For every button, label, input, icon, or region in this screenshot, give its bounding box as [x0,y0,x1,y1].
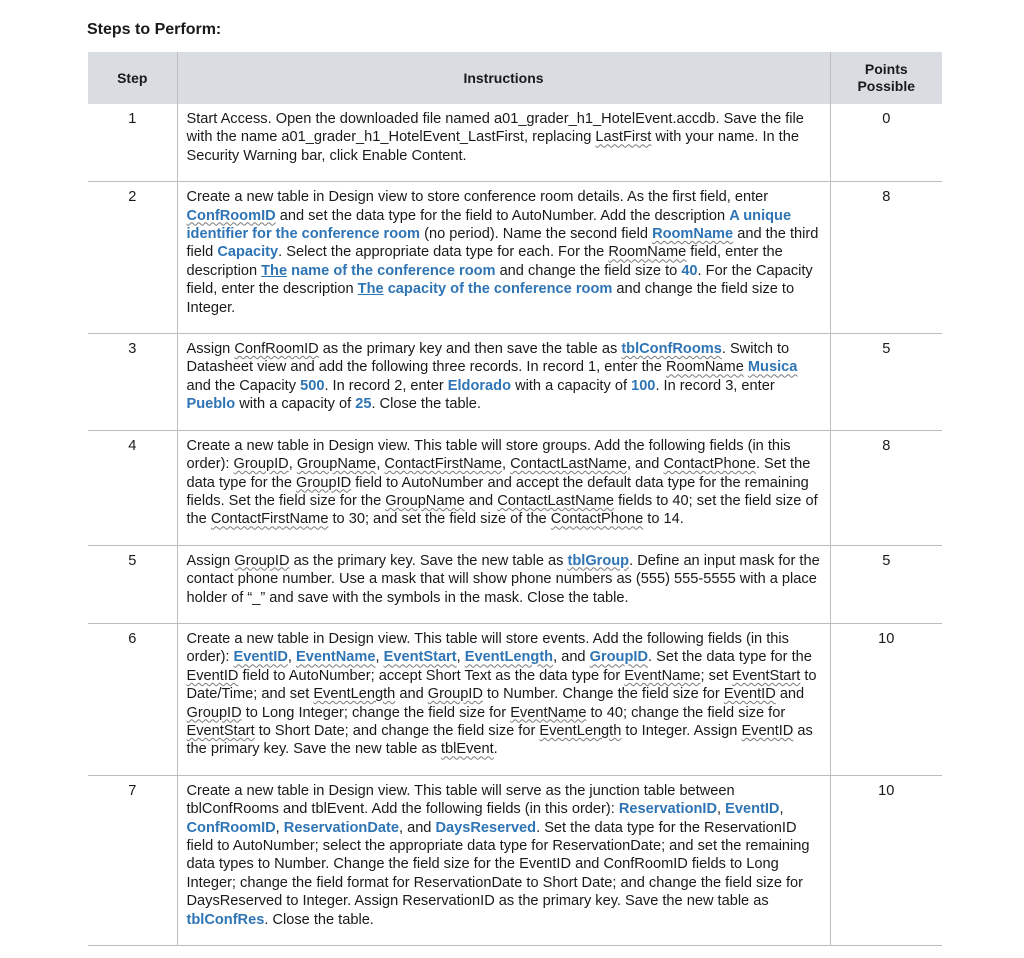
highlighted-term: The [357,281,384,298]
instruction-text: LastFirst [595,129,652,146]
instruction-text: to 14. [643,511,684,528]
instruction-text: EventStart [732,667,801,684]
instruction-text: with a capacity of [235,396,356,413]
table-row [88,775,942,945]
instruction-text: . [493,741,498,758]
header-step: Step [88,52,177,104]
instruction-text: . Set the data type for the [647,649,812,666]
instruction-text: field to AutoNumber and accept the default data type for the remaining fields. Set the field size for the [186,474,809,509]
instruction-text: , [502,456,511,473]
instruction-text: . In record 2, enter [324,377,448,394]
instruction-text: and [775,686,805,703]
instruction-text: . Close the table. [264,911,374,928]
step-number: 2 [88,182,177,334]
step-instructions [177,775,830,945]
instruction-text: ContactPhone [663,456,756,473]
table-row [88,545,942,623]
instruction-text: EventID [723,686,776,703]
highlighted-term: ReservationID [618,801,718,818]
table-row [88,334,942,431]
highlighted-term: 100 [631,377,656,394]
instruction-text: as the primary key and then save the table as [318,341,622,358]
instruction-text: Assign [186,552,235,569]
highlighted-term: ReservationDate [283,819,399,836]
highlighted-term: RoomName [652,226,734,243]
highlighted-term: EventID [725,801,780,818]
instruction-text: . For the Capacity field, enter the description [186,262,813,298]
step-instructions [177,545,830,623]
instruction-text: , [375,649,384,666]
table-row [88,182,942,334]
instruction-text: with your name. In the Security Warning bar, click Enable Content. [186,129,799,164]
instruction-text: ContactFirstName [210,511,329,528]
instruction-text: , [288,456,297,473]
highlighted-term: ConfRoomID [186,819,276,836]
points-possible: 10 [830,775,942,945]
highlighted-term: tblConfRooms [621,341,722,358]
instruction-text: GroupID [233,456,289,473]
instruction-text: GroupName [385,492,465,509]
instruction-text: to Long Integer; change the field size for [241,704,511,721]
highlighted-term: GroupID [589,649,648,666]
instruction-text: and set the data type for the field to AutoNumber. Add the description [275,207,730,224]
instruction-text: Assign [186,341,235,358]
instruction-text: , [717,801,726,818]
instruction-text: to Number. Change the field size for [482,686,724,703]
instruction-text: , and [553,649,590,666]
highlighted-term: Capacity [217,244,279,261]
instruction-text: EventID [741,722,794,739]
highlighted-term: 25 [355,396,372,413]
highlighted-term: tblGroup [567,552,630,569]
points-possible: 5 [830,545,942,623]
instruction-text: , [779,801,784,818]
header-instructions: Instructions [177,52,830,104]
instruction-text: . Close the table. [371,396,481,413]
table-body [88,104,942,946]
instruction-text: EventID [186,667,239,684]
instruction-text: . In record 3, enter [655,377,775,394]
instruction-text: ContactPhone [550,511,644,528]
table-header-row [88,52,942,104]
instruction-text: and change the field size to [495,262,682,279]
highlighted-term: A unique identifier for the conference room [186,207,792,243]
step-number: 4 [88,430,177,545]
instruction-text: (no period). Name the second field [420,226,653,243]
instruction-text: RoomName [665,359,744,376]
table-row [88,623,942,775]
highlighted-term: capacity of the conference room [387,281,613,298]
instruction-text: Start Access. Open the downloaded file named a01_grader_h1_HotelEvent.accdb. Save the file with the name a01_grader_h1_HotelEvent_LastFirst, replacing [186,111,804,146]
instruction-text: and [395,686,428,703]
points-possible: 5 [830,334,942,431]
instruction-text: field, enter the description [186,244,783,279]
instruction-text: to 30; and set the field size of the [328,511,551,528]
instruction-text: , [456,649,465,666]
highlighted-term: Musica [747,359,798,376]
header-points-possible [830,52,942,104]
instruction-text: , [376,456,385,473]
instruction-text: GroupID [234,552,290,569]
highlighted-term: 500 [300,377,325,394]
points-possible: 8 [830,182,942,334]
table-row [88,104,942,182]
instruction-text: ContactLastName [510,456,627,473]
instruction-text: ContactFirstName [384,456,503,473]
instruction-text: EventLength [313,686,396,703]
highlighted-term: The [261,262,288,279]
instruction-text: ; set [700,667,733,684]
instruction-text: . Set the data type for the [186,456,811,491]
instruction-text: to Date/Time; and set [186,667,817,703]
step-instructions [177,334,830,431]
instruction-text: Create a new table in Design view. This table will serve as the junction table between tblConfRooms and tblEvent. Add the following fields (in this order): [186,782,735,818]
instruction-text: , [275,819,284,836]
instruction-text: . Select the appropriate data type for each. For the [278,244,609,261]
instruction-text: Create a new table in Design view to store conference room details. As the first field, enter [186,189,769,206]
step-number: 6 [88,623,177,775]
instruction-text: and change the field size to Integer. [186,281,795,316]
step-number: 3 [88,334,177,431]
instruction-text: Create a new table in Design view. This table will store events. Add the following fields (in this order): [186,630,789,666]
header-points-label: Points Possible [857,61,916,94]
instruction-text: to Short Date; and change the field size for [254,722,540,739]
section-heading: Steps to Perform: [87,21,222,38]
instruction-text: with a capacity of [511,377,632,394]
instruction-text: . Switch to Datasheet view and add the following three records. In record 1, enter the [186,341,790,376]
step-instructions [177,182,830,334]
instruction-text: Create a new table in Design view. This table will store groups. Add the following fields (in this order): [186,437,791,473]
table-row [88,430,942,545]
highlighted-term: Eldorado [447,377,512,394]
instruction-text: GroupID [427,686,483,703]
points-possible: 8 [830,430,942,545]
steps-table [88,52,942,946]
instruction-text: field to AutoNumber; accept Short Text as the data type for [238,667,625,684]
step-instructions [177,430,830,545]
instruction-text: and [464,492,498,509]
instruction-text: . Set the data type for the ReservationID field to AutoNumber; select the appropriate data type for ReservationDate; and set the remaining data types to Number. Change the field size for the EventID and ConfRoomID fields to Long Integer; change the field format for ReservationDate to Short Date; and change the field size for DaysReserved to Integer. Assign ReservationID as the primary key. Save the new table as [186,819,810,910]
highlighted-term: Pueblo [186,396,236,413]
instruction-text: to 40; change the field size for [586,704,786,721]
instruction-text: and the third field [186,226,819,261]
instruction-text: as the primary key. Save the new table as [186,722,813,758]
instruction-text: RoomName [608,244,687,261]
instruction-text: EventLength [539,722,622,739]
instruction-text: tblEvent [440,741,494,758]
step-instructions [177,104,830,182]
highlighted-term: EventStart [383,649,457,666]
instruction-text: EventStart [186,722,255,739]
instruction-text: ConfRoomID [234,341,319,358]
instruction-text: fields to 40; set the field size of the [186,492,818,528]
instruction-text: , [287,649,296,666]
highlighted-term: EventLength [464,649,554,666]
highlighted-term: DaysReserved [435,819,537,836]
step-number: 5 [88,545,177,623]
instruction-text: , and [398,819,436,836]
instruction-text: EventName [624,667,701,684]
instruction-text: GroupName [296,456,377,473]
highlighted-term: name of the conference room [291,262,496,279]
instruction-text: to Integer. Assign [621,722,742,739]
instruction-text: GroupID [186,704,242,721]
points-possible: 0 [882,111,891,127]
points-possible: 10 [830,623,942,775]
instruction-text: as the primary key. Save the new table as [289,552,568,569]
instruction-text: EventName [510,704,587,721]
highlighted-term: EventID [233,649,288,666]
instruction-text: GroupID [296,474,352,491]
highlighted-term: tblConfRes [186,911,265,928]
highlighted-term: EventName [296,649,376,666]
step-instructions [177,623,830,775]
instruction-text: . Define an input mask for the contact phone number. Use a mask that will show phone numbers as (555) 555-5555 with a place holder of “_” and save with the symbols in the mask. Close the table. [186,552,820,606]
instruction-text: , and [626,456,664,473]
instruction-text: and the Capacity [186,377,301,394]
instruction-text: ContactLastName [497,492,615,509]
step-number: 7 [88,775,177,945]
highlighted-term: 40 [681,262,698,279]
highlighted-term: ConfRoomID [186,207,276,224]
step-number: 1 [128,111,137,127]
